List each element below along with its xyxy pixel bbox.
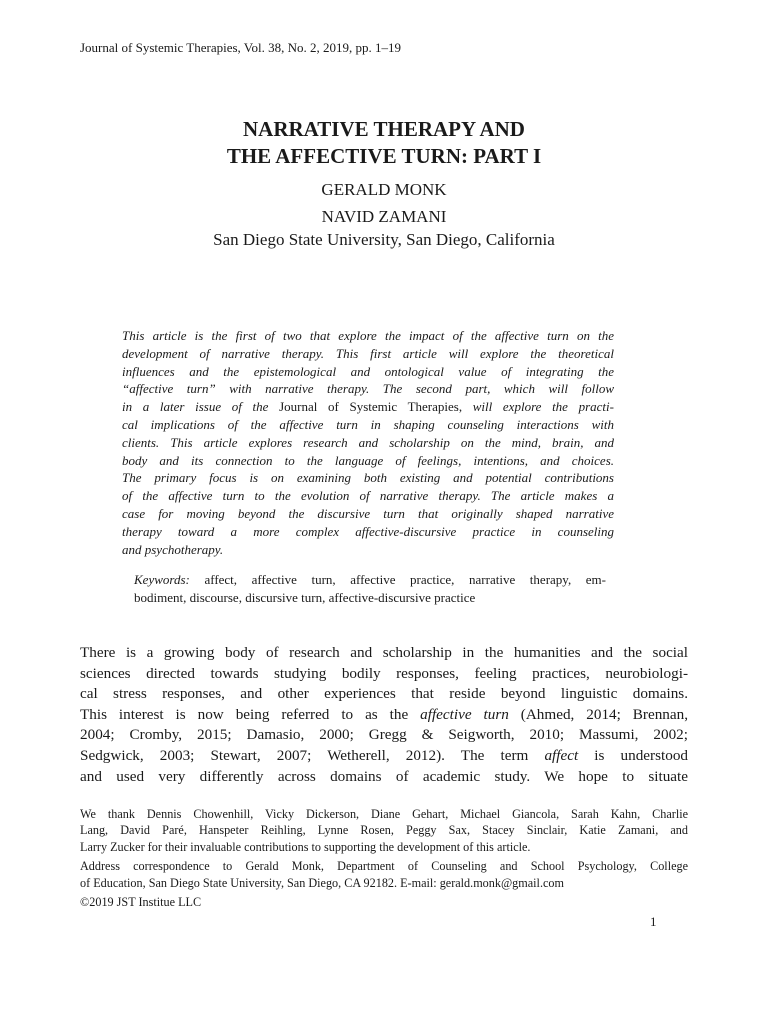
abstract-line bbox=[122, 398, 614, 416]
abstract-line: development of narrative therapy. This first article will explore the theoretical bbox=[122, 345, 614, 361]
keywords-line bbox=[134, 571, 606, 589]
running-head: Journal of Systemic Therapies, Vol. 38, No. 2, 2019, pp. 1–19 bbox=[80, 40, 402, 55]
abstract-line: clients. This article explores research and scholarship on the mind, brain, and bbox=[122, 434, 614, 450]
abstract-line: This article is the first of two that explore the impact of the affective turn on the bbox=[122, 328, 614, 343]
abstract-line: case for moving beyond the discursive turn that originally shaped narrative bbox=[122, 505, 614, 521]
title-line-2: THE AFFECTIVE TURN: PART I bbox=[226, 144, 542, 168]
abstract-line: body and its connection to the language of feelings, intentions, and choices. bbox=[122, 452, 614, 468]
copyright bbox=[80, 894, 688, 910]
keywords-label: Keywords: bbox=[134, 572, 190, 587]
term-affect: affect bbox=[544, 746, 579, 764]
abstract-line: The primary focus is on examining both existing and potential contributions bbox=[122, 470, 614, 486]
correspondence-address bbox=[80, 858, 688, 891]
article-title bbox=[0, 116, 768, 170]
author-1: GERALD MONK bbox=[321, 180, 447, 199]
abstract-line: influences and the epistemological and ontological value of integrating the bbox=[122, 363, 614, 379]
body-line: sciences directed towards studying bodily responses, feeling practices, neurobiologi- bbox=[80, 664, 688, 682]
body-line: There is a growing body of research and scholarship in the humanities and the social bbox=[80, 644, 688, 661]
body-text-segment: This interest is now being referred to as the bbox=[80, 705, 409, 723]
body-line: cal stress responses, and other experiences that reside beyond linguistic domains. bbox=[80, 685, 688, 703]
keywords-line: bodiment, discourse, discursive turn, affective-discursive practice bbox=[134, 590, 476, 605]
footnotes bbox=[80, 806, 688, 913]
body-text-segment: Sedgwick, 2003; Stewart, 2007; Wetherell, 2012). The term bbox=[80, 746, 529, 764]
footnote-line: of Education, San Diego State University, San Diego, CA 92182. E-mail: gerald.monk@gmail.com bbox=[80, 875, 564, 890]
abstract-line: and psychotherapy. bbox=[122, 541, 224, 557]
body-text-segment: is understood bbox=[594, 746, 689, 764]
abstract-text: will explore the practi- bbox=[472, 399, 614, 415]
body-text bbox=[80, 643, 688, 787]
abstract-text: in a later issue of the bbox=[122, 399, 269, 415]
footnote-line: Address correspondence to Gerald Monk, Department of Counseling and School Psychology, College bbox=[80, 859, 688, 874]
abstract-line: therapy toward a more complex affective-discursive practice in counseling bbox=[122, 523, 614, 539]
footnote-line: Lang, David Paré, Hanspeter Reihling, Lynne Rosen, Peggy Sax, Stacey Sinclair, Katie Zamani, and bbox=[80, 823, 688, 838]
term-affective-turn: affective turn bbox=[420, 705, 509, 723]
body-line: and used very differently across domains of academic study. We hope to situate bbox=[80, 767, 688, 785]
page-number: 1 bbox=[650, 914, 657, 929]
body-line: 2004; Cromby, 2015; Damasio, 2000; Gregg & Seigworth, 2010; Massumi, 2002; bbox=[80, 726, 688, 744]
abstract-line: of the affective turn to the evolution of narrative therapy. The article makes a bbox=[122, 488, 614, 504]
body-text-segment: (Ahmed, 2014; Brennan, bbox=[520, 705, 689, 723]
keywords-text: affect, affective turn, affective practice, narrative therapy, em- bbox=[204, 572, 606, 587]
title-line-1: NARRATIVE THERAPY AND bbox=[243, 117, 525, 141]
keywords bbox=[134, 571, 606, 607]
body-line bbox=[80, 746, 688, 767]
journal-name: Journal of Systemic Therapies, bbox=[279, 399, 463, 415]
copyright-text: ©2019 JST Institue LLC bbox=[80, 895, 202, 910]
footnote-line: We thank Dennis Chowenhill, Vicky Dickerson, Diane Gehart, Michael Giancola, Sarah Kahn, Charlie bbox=[80, 807, 688, 821]
acknowledgements bbox=[80, 806, 688, 855]
affiliation: San Diego State University, San Diego, California bbox=[213, 230, 555, 249]
abstract bbox=[122, 327, 614, 558]
body-line bbox=[80, 705, 688, 726]
abstract-line: cal implications of the affective turn in shaping counseling interactions with bbox=[122, 416, 614, 432]
author-2: NAVID ZAMANI bbox=[321, 207, 447, 226]
footnote-line: Larry Zucker for their invaluable contributions to supporting the development of this article. bbox=[80, 839, 531, 854]
abstract-line: “affective turn” with narrative therapy. The second part, which will follow bbox=[122, 381, 614, 397]
